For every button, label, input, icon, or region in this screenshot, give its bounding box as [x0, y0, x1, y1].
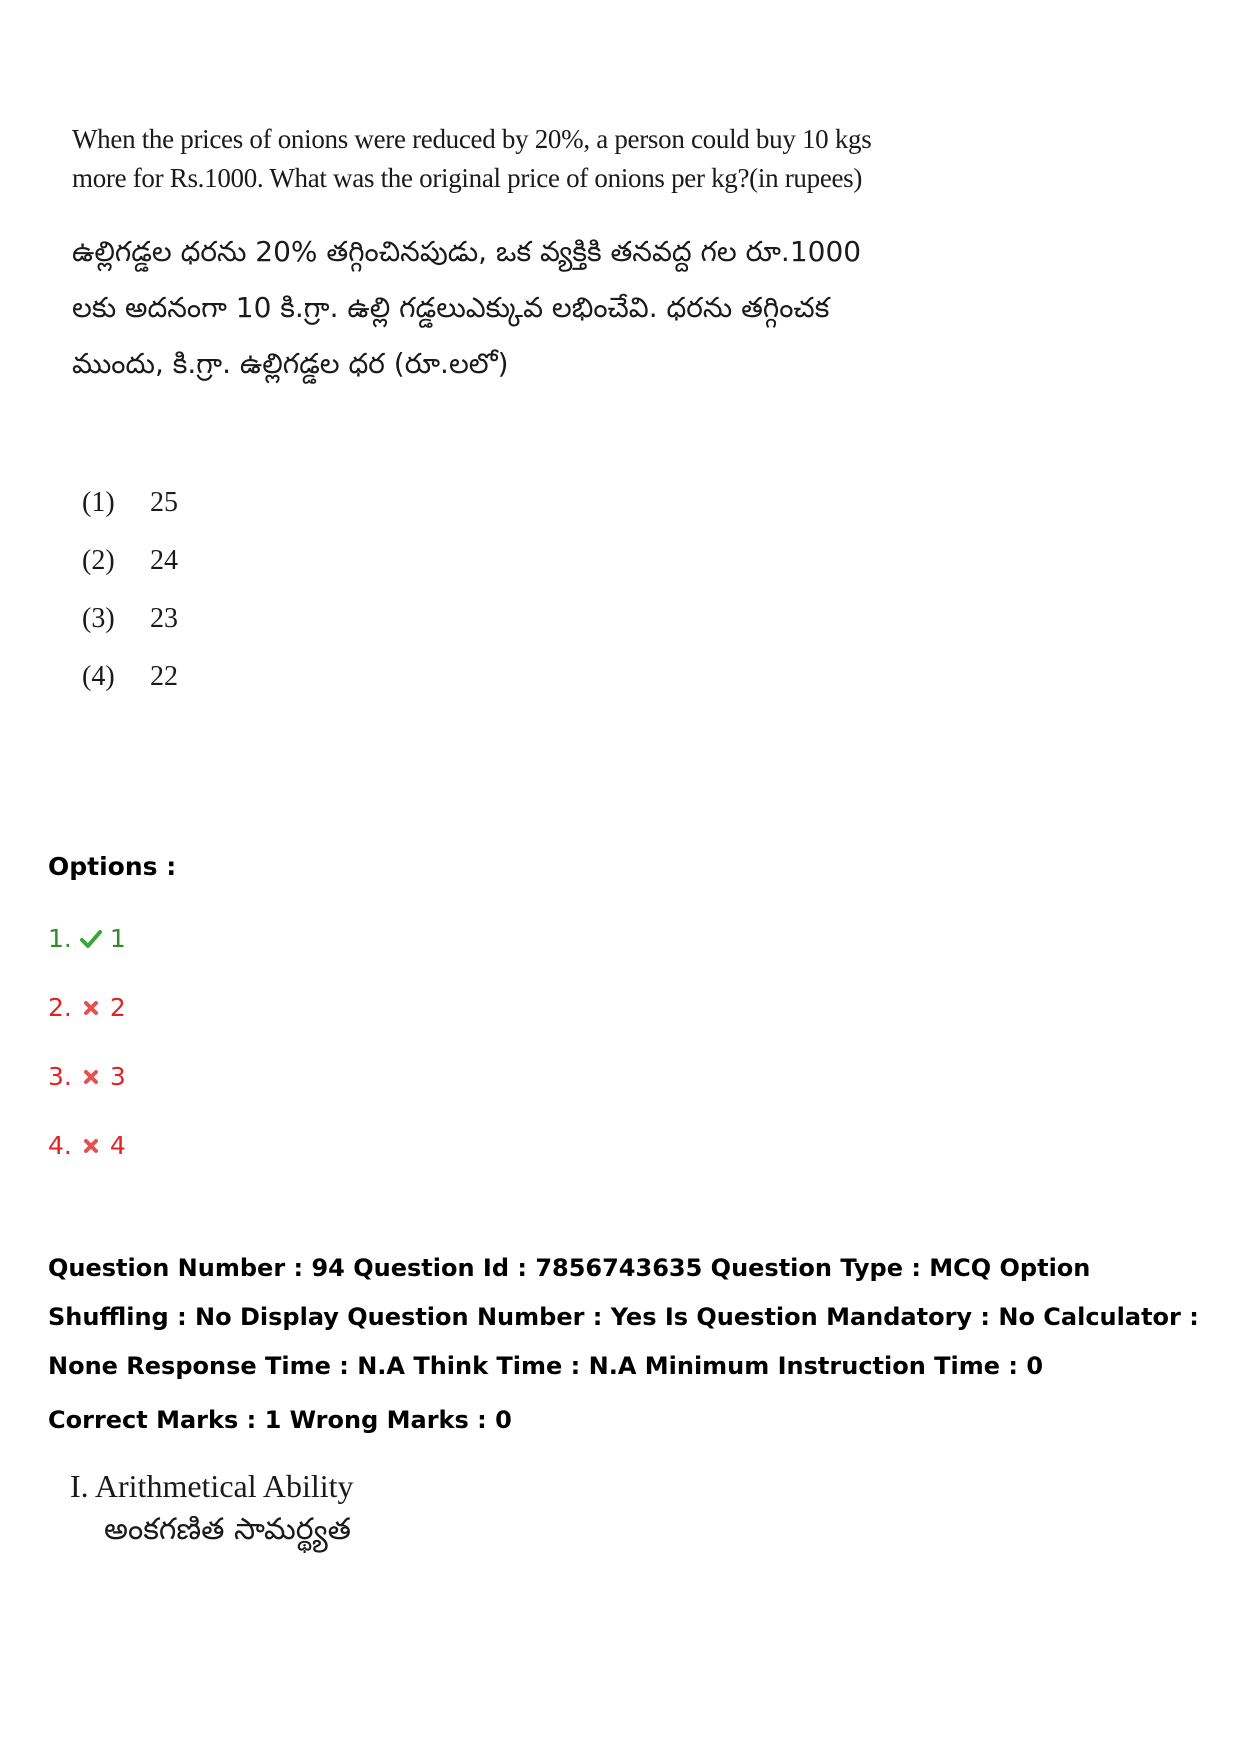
option-item-4 — [48, 1131, 126, 1160]
check-icon — [80, 928, 102, 950]
section-title-telugu: అంకగణిత సామర్థ్యత — [104, 1512, 352, 1547]
cross-icon — [80, 997, 102, 1019]
marks-info: Correct Marks : 1 Wrong Marks : 0 — [48, 1406, 512, 1434]
question-text-telugu: ఉల్లిగడ్డల ధరను 20% తగ్గించినపుడు, ఒక వ్యక్తికి తనవద్ద గల రూ.1000 లకు అదనంగా 10 కి.గ్రా. ఉల్లి గడ్డలుఎక్కువ లభించేవి. ధరను తగ్గించక ముందు, కి.గ్రా. ఉల్లిగడ్డల ధర (రూ.లలో) — [72, 235, 862, 380]
choice-number: (4) — [82, 661, 115, 692]
choice-value: 23 — [150, 603, 178, 634]
option-item-3 — [48, 1062, 126, 1091]
choice-item — [82, 648, 178, 706]
choice-value: 22 — [150, 661, 178, 692]
option-index: 2. — [48, 993, 72, 1022]
choice-number: (2) — [82, 545, 115, 576]
option-item-1 — [48, 924, 126, 953]
choice-number: (3) — [82, 603, 115, 634]
option-index: 1. — [48, 924, 72, 953]
choice-item — [82, 532, 178, 590]
options-heading: Options : — [48, 852, 177, 881]
choice-item — [82, 590, 178, 648]
question-block — [72, 120, 912, 392]
question-metadata: Question Number : 94 Question Id : 7856743635 Question Type : MCQ Option Shuffling : No Display Question Number : Yes Is Question Mandatory : No Calculator : None Response Time : N.A Think Time : N.A Minimum Instruction Time : 0 — [48, 1254, 1199, 1380]
choice-number: (1) — [82, 487, 115, 518]
question-text-english: When the prices of onions were reduced by 20%, a person could buy 10 kgs more for Rs.1000. What was the original price of onions per kg?(in rupees) — [72, 124, 872, 193]
option-label: 2 — [109, 993, 126, 1022]
option-label: 3 — [109, 1062, 126, 1091]
choice-item — [82, 474, 178, 532]
section-heading — [70, 1466, 354, 1550]
cross-icon — [80, 1066, 102, 1088]
section-title-english: I. Arithmetical Ability — [70, 1468, 354, 1504]
question-choices — [82, 474, 178, 706]
option-item-2 — [48, 993, 126, 1022]
option-index: 3. — [48, 1062, 72, 1091]
choice-value: 25 — [150, 487, 178, 518]
choice-value: 24 — [150, 545, 178, 576]
option-index: 4. — [48, 1131, 72, 1160]
cross-icon — [80, 1135, 102, 1157]
option-label: 1 — [109, 924, 126, 953]
option-label: 4 — [109, 1131, 126, 1160]
